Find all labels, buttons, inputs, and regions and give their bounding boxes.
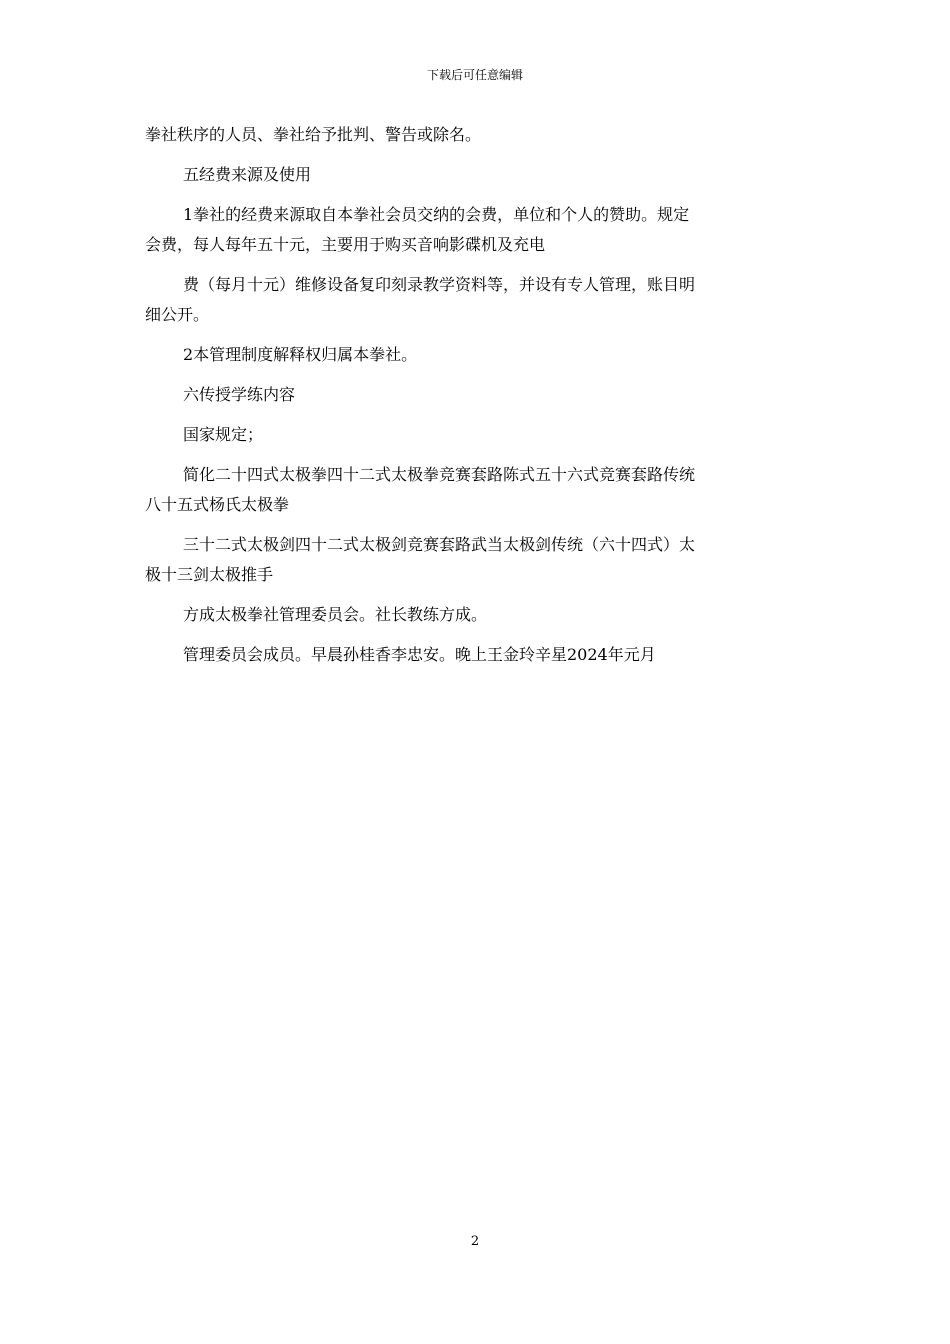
text-line: 国家规定；	[183, 425, 264, 444]
text-line: 八十五式杨氏太极拳	[145, 495, 290, 514]
text-line: 2本管理制度解释权归属本拳社。	[183, 345, 418, 364]
section-heading: 六传授学练内容	[183, 385, 296, 404]
text-line: 极十三剑太极推手	[145, 565, 274, 584]
text-line: 方成太极拳社管理委员会。社长教练方成。	[183, 605, 488, 624]
text-line: 细公开。	[145, 305, 210, 324]
document-body	[145, 124, 810, 666]
page-number: 2	[470, 1234, 480, 1249]
text-line: 三十二式太极剑四十二式太极剑竞赛套路武当太极剑传统（六十四式）太	[183, 535, 696, 554]
text-line: 简化二十四式太极拳四十二式太极拳竞赛套路陈式五十六式竞赛套路传统	[183, 465, 696, 484]
text-line: 费（每月十元）维修设备复印刻录教学资料等，并设有专人管理，账目明	[183, 275, 696, 294]
text-line: 会费，每人每年五十元，主要用于购买音响影碟机及充电	[145, 235, 546, 254]
page-header: 下载后可任意编辑	[426, 68, 523, 82]
text-line: 管理委员会成员。早晨孙桂香李忠安。晚上王金玲辛星2024年元月	[183, 645, 656, 664]
text-line: 1拳社的经费来源取自本拳社会员交纳的会费，单位和个人的赞助。规定	[183, 205, 690, 224]
text-line: 拳社秩序的人员、拳社给予批判、警告或除名。	[145, 125, 482, 144]
section-heading: 五经费来源及使用	[183, 165, 312, 184]
